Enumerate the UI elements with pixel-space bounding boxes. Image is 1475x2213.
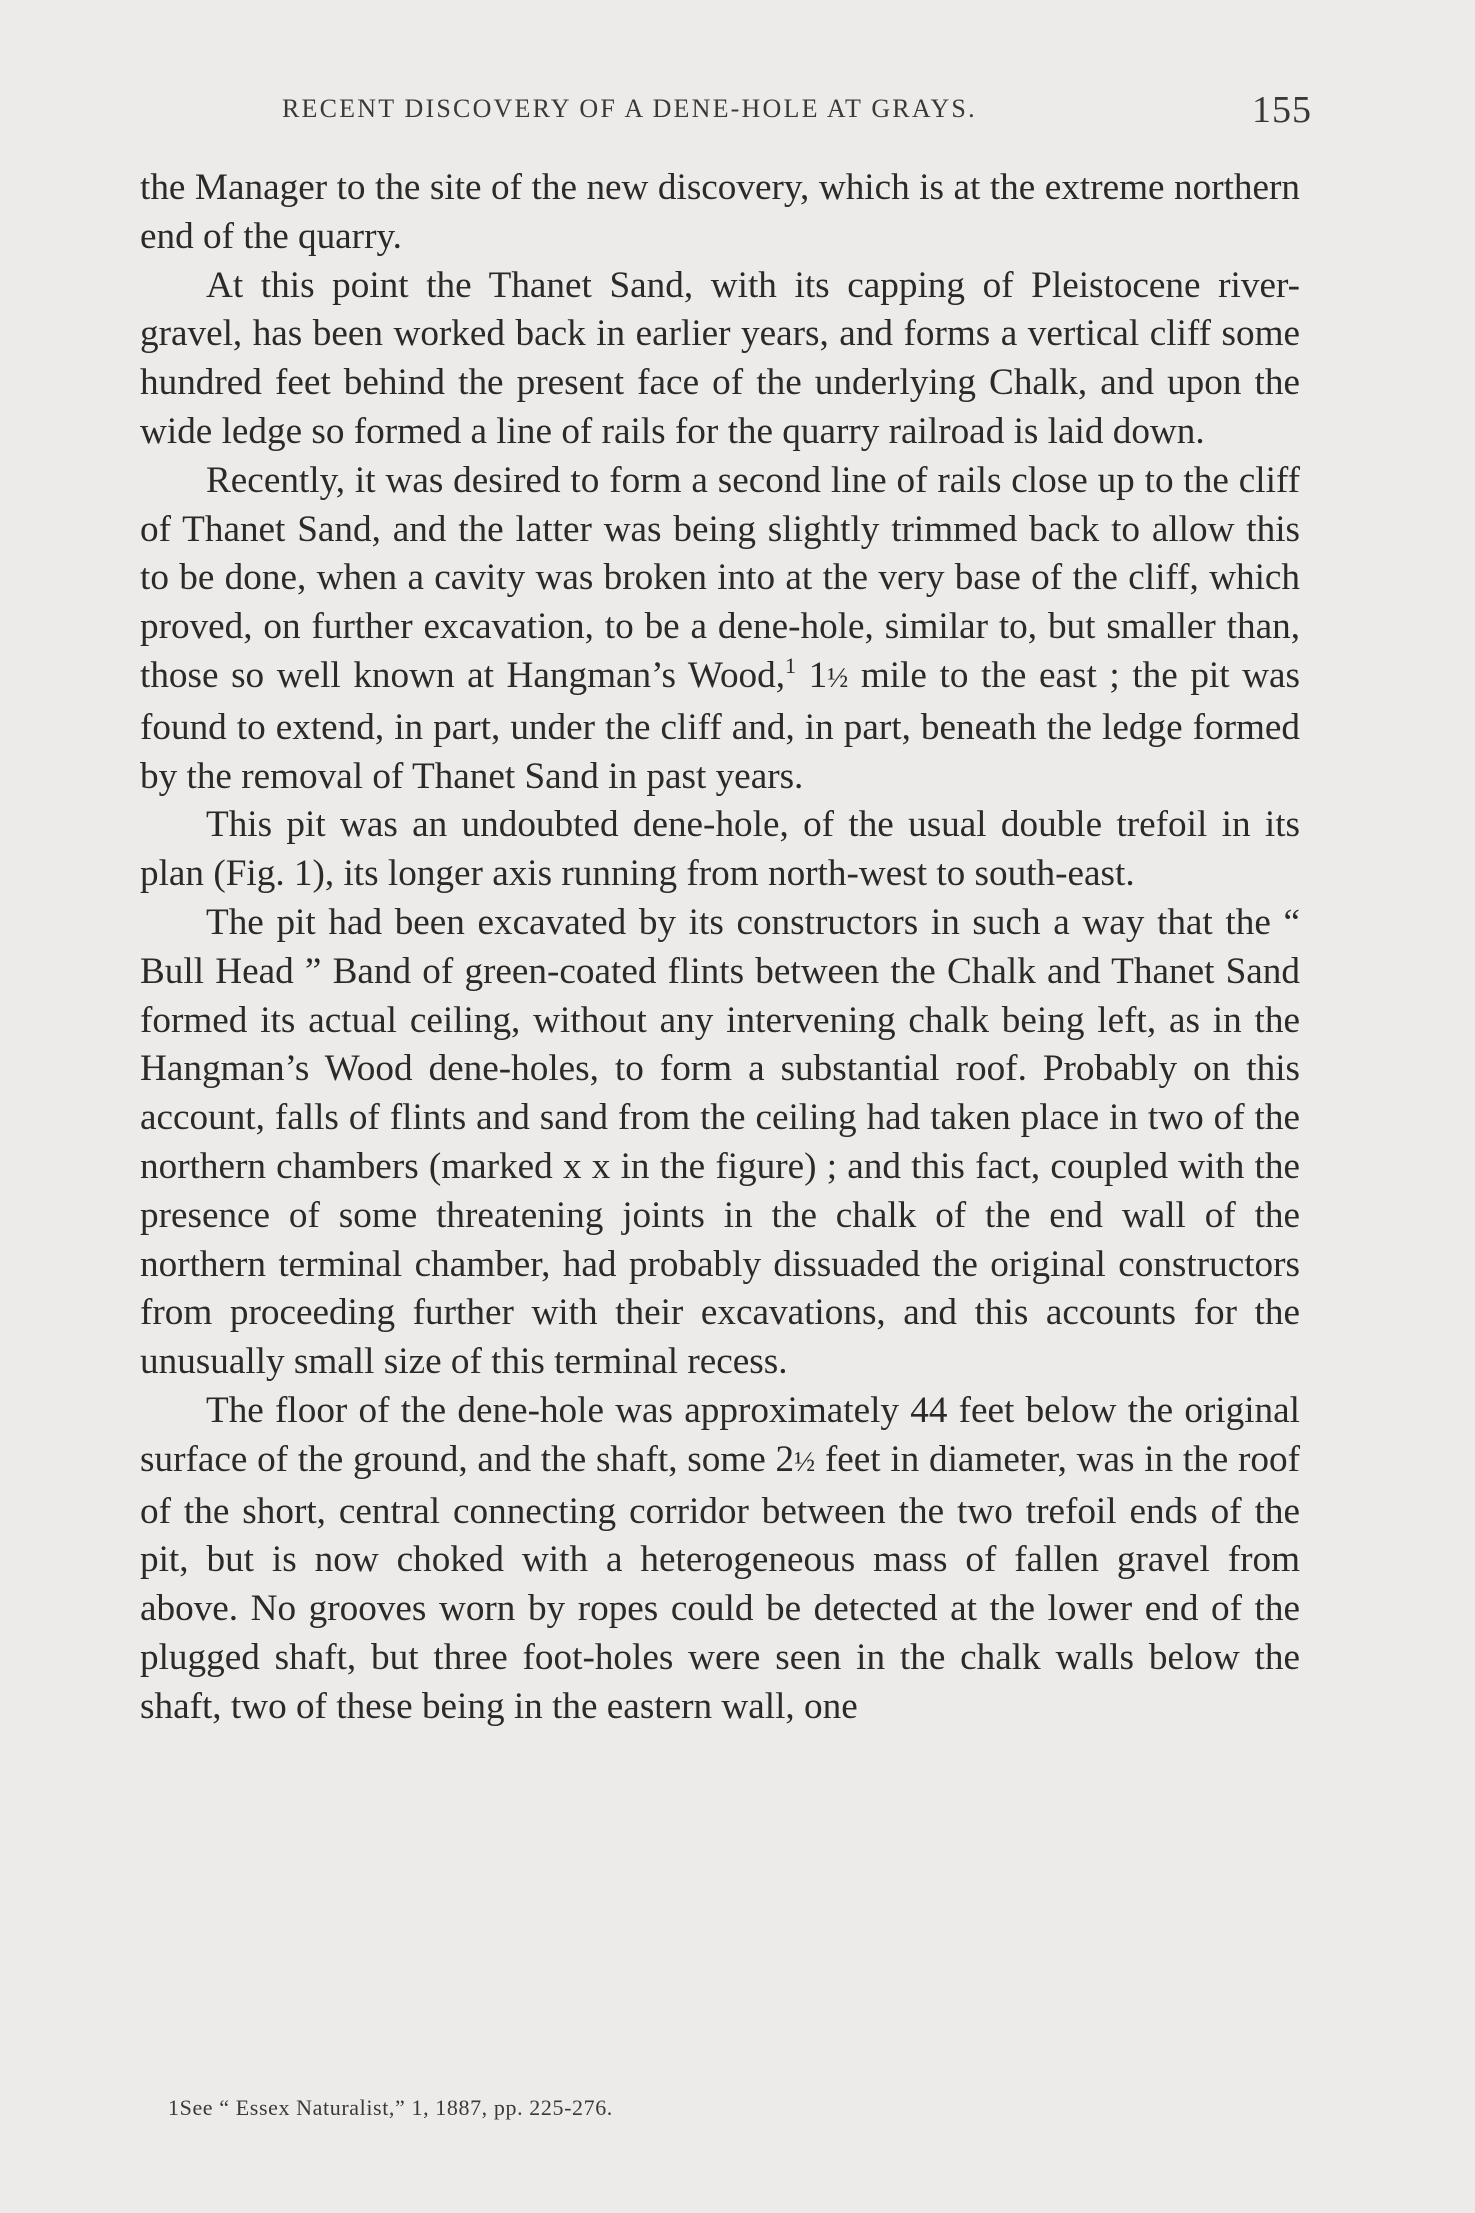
- paragraph-text: Recently, it was desired to form a second line of rails close up to the cliff of Thanet Sand, and the latter was being slightly trimmed back to allow this to be done, when a cavity was broken into at the very base of the cliff, which proved, on further excavation, to be a dene-hole, similar to, but smaller than, those so well known at Hangman’s Wood,: [140, 459, 1300, 696]
- footnote-marker: 1: [785, 652, 797, 678]
- footnote-text: See “ Essex Naturalist,” 1, 1887, pp. 225-276.: [179, 2095, 613, 2120]
- paragraph: This pit was an undoubted dene-hole, of the usual double trefoil in its plan (Fig. 1), its longer axis running from north-west to south-east.: [140, 804, 1300, 895]
- distance-fraction: ½: [827, 662, 849, 694]
- paragraph-text: The floor of the dene-hole was approximately 44 feet below the original surface of the ground, and the shaft, some 2: [140, 1389, 1300, 1480]
- paragraph-text: mile to the east ; the pit was found to extend, in part, under the cliff and, in part, beneath the ledge formed by the removal of Thanet Sand in past years.: [140, 654, 1301, 797]
- shaft-fraction: ½: [794, 1446, 816, 1478]
- footnote-marker: 1: [168, 2095, 180, 2120]
- running-title: RECENT DISCOVERY OF A DENE-HOLE AT GRAYS.: [282, 94, 977, 123]
- paragraph: [140, 457, 1300, 802]
- footnote: [168, 2095, 613, 2121]
- distance-whole: 1: [808, 654, 828, 696]
- page-number: 155: [1252, 89, 1312, 131]
- paragraph: At this point the Thanet Sand, with its capping of Pleistocene river-gravel, has been worked back in earlier years, and forms a vertical cliff some hundred feet behind the present face of the underlying Chalk, and upon the wide ledge so formed a line of rails for the quarry railroad is laid down.: [140, 264, 1300, 452]
- paragraph: the Manager to the site of the new discovery, which is at the extreme northern end of the quarry.: [140, 167, 1300, 257]
- paragraph-text: feet in diameter, was in the roof of the short, central connecting corridor between the two trefoil ends of the pit, but is now choked with a heterogeneous mass of fallen gravel from above. No grooves worn by ropes could be detected at the lower end of the plugged shaft, but three foot-holes were seen in the chalk walls below the shaft, two of these being in the eastern wall, one: [140, 1438, 1300, 1727]
- body-text: [140, 164, 1300, 1732]
- paragraph: The pit had been excavated by its constructors in such a way that the “ Bull Head ” Band of green-coated flints between the Chalk and Thanet Sand formed its actual ceiling, without any intervening chalk being left, as in the Hangman’s Wood dene-holes, to form a substantial roof. Probably on this account, falls of flints and sand from the ceiling had taken place in two of the northern chambers (marked x x in the figure) ; and this fact, coupled with the presence of some threatening joints in the chalk of the end wall of the northern terminal chamber, had probably dissuaded the original constructors from proceeding further with their excavations, and this accounts for the unusually small size of this terminal recess.: [140, 901, 1300, 1383]
- paragraph: [140, 1387, 1300, 1732]
